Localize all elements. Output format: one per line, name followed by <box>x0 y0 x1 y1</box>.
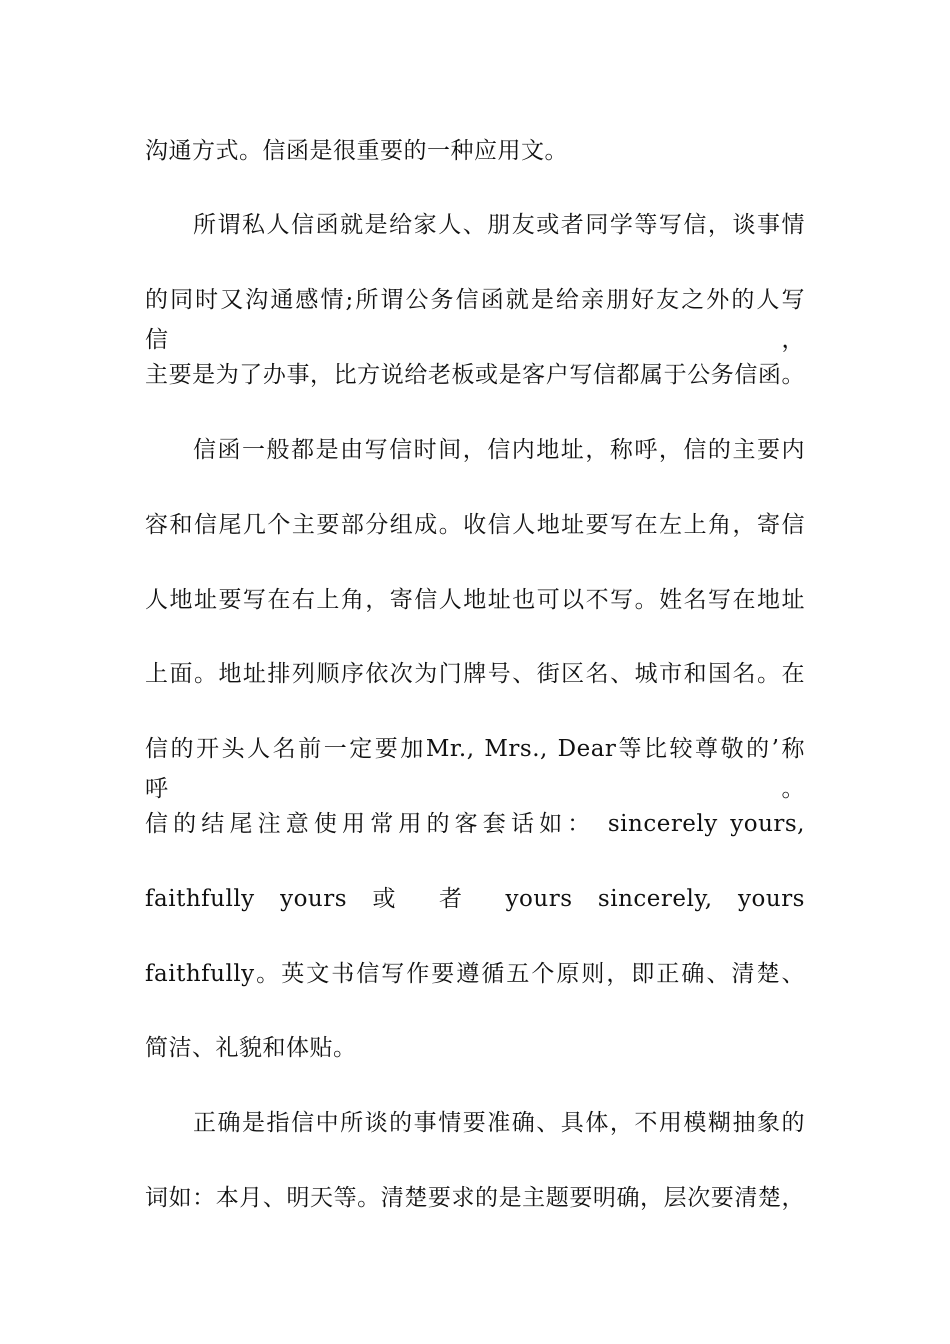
text-line: 词如：本月、明天等。清楚要求的是主题要明确，层次要清楚， <box>145 1185 805 1211</box>
text-line: 信的开头人名前一定要加Mr., Mrs., Dear等比较尊敬的’称呼。 <box>145 736 805 802</box>
text-line: 人地址要写在右上角，寄信人地址也可以不写。姓名写在地址 <box>145 587 805 613</box>
text-line: 沟通方式。信函是很重要的一种应用文。 <box>145 138 568 164</box>
paragraph-first-line: 正确是指信中所谈的事情要准确、具体，不用模糊抽象的 <box>193 1110 805 1136</box>
text-line: faithfully。英文书信写作要遵循五个原则，即正确、清楚、 <box>145 961 805 987</box>
paragraph-first-line: 信函一般都是由写信时间，信内地址，称呼，信的主要内 <box>193 437 805 463</box>
text-line: faithfully yours 或 者 yours sincerely, yours <box>145 886 805 912</box>
paragraph-first-line: 所谓私人信函就是给家人、朋友或者同学等写信，谈事情 <box>193 212 805 238</box>
text-line: 信的结尾注意使用常用的客套话如： sincerely yours, <box>145 811 805 837</box>
text-line: 主要是为了办事，比方说给老板或是客户写信都属于公务信函。 <box>145 362 805 388</box>
text-line: 的同时又沟通感情;所谓公务信函就是给亲朋好友之外的人写信， <box>145 287 805 353</box>
text-line: 简洁、礼貌和体贴。 <box>145 1035 357 1061</box>
text-line: 上面。地址排列顺序依次为门牌号、街区名、城市和国名。在 <box>145 661 805 687</box>
text-line: 容和信尾几个主要部分组成。收信人地址要写在左上角，寄信 <box>145 512 805 538</box>
